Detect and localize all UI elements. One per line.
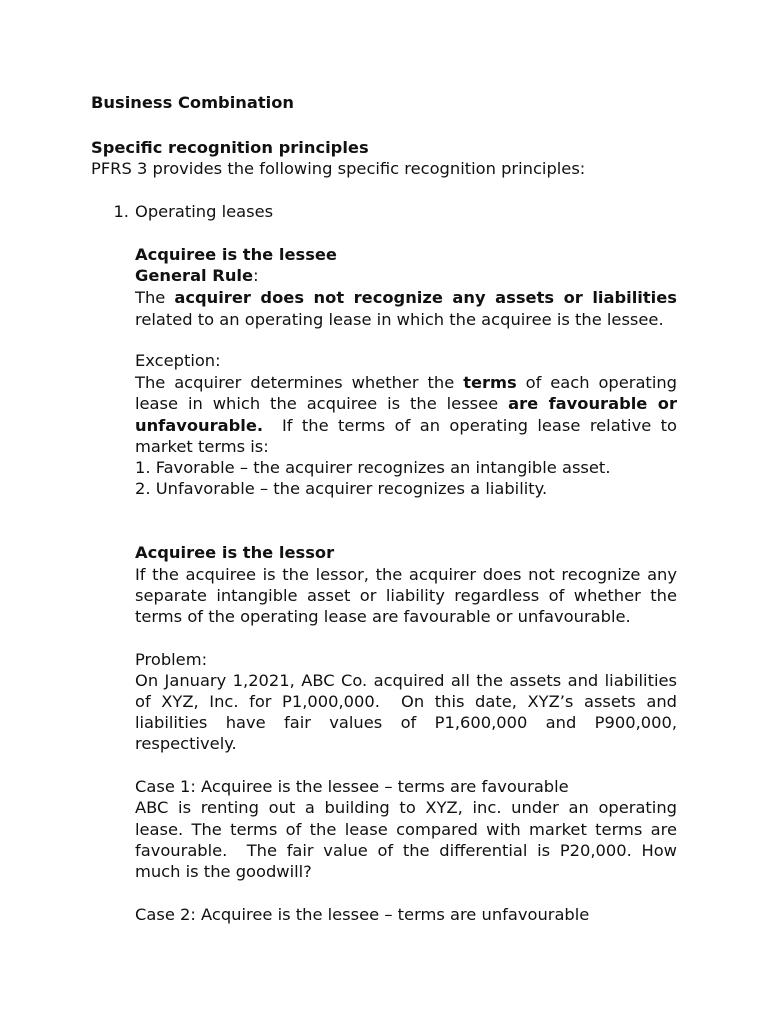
case-1-line-1: ABC is renting out a building to XYZ, inc. under an operating — [135, 798, 677, 817]
problem-line-4: respectively. — [135, 734, 237, 753]
general-rule-label-line — [135, 265, 677, 286]
exception-text: The acquirer determines whether the — [135, 373, 464, 392]
case-2-title: Case 2: Acquiree is the lessee – terms are unfavourable — [135, 905, 590, 924]
lessor-line-1: If the acquiree is the lessor, the acquirer does not recognize any — [135, 565, 677, 584]
list-item-text: Operating leases — [135, 202, 274, 221]
rule-prefix: The — [135, 288, 175, 307]
general-rule-label: General Rule — [135, 266, 254, 285]
exception-line-2 — [135, 393, 677, 414]
general-rule-line-2: related to an operating lease in which the acquiree is the lessee. — [135, 310, 664, 329]
unfavourable-bold: unfavourable. — [135, 416, 264, 435]
general-rule-line-1 — [135, 287, 677, 308]
section-heading: Specific recognition principles — [91, 138, 369, 157]
problem-line-2: of XYZ, Inc. for P1,000,000. On this date, XYZ’s assets and — [135, 692, 677, 711]
exception-text: of each operating — [516, 373, 677, 392]
problem-label: Problem: — [135, 650, 208, 669]
general-rule-colon: : — [253, 266, 259, 285]
terms-bold: terms — [463, 373, 517, 392]
case-1-line-3: favourable. The fair value of the differential is P20,000. How — [135, 841, 677, 860]
lessor-heading: Acquiree is the lessor — [135, 543, 335, 562]
list-number: 1. — [113, 202, 129, 221]
problem-line-3: liabilities have fair values of P1,600,000 and P900,000, — [135, 713, 677, 732]
case-1-line-4: much is the goodwill? — [135, 862, 312, 881]
exception-text: lease in which the acquiree is the lessee — [135, 394, 509, 413]
case-1-title: Case 1: Acquiree is the lessee – terms are favourable — [135, 777, 569, 796]
exception-label: Exception: — [135, 351, 221, 370]
unfavorable-item: 2. Unfavorable – the acquirer recognizes a liability. — [135, 479, 548, 498]
rule-bold: acquirer does not recognize any assets or liabilities — [174, 288, 677, 307]
problem-line-1: On January 1,2021, ABC Co. acquired all the assets and liabilities — [135, 671, 677, 690]
exception-line-1 — [135, 372, 677, 393]
favorable-item: 1. Favorable – the acquirer recognizes an intangible asset. — [135, 458, 611, 477]
lessor-line-2: separate intangible asset or liability regardless of whether the — [135, 586, 677, 605]
intro-text: PFRS 3 provides the following specific recognition principles: — [91, 159, 586, 178]
case-1-line-2: lease. The terms of the lease compared with market terms are — [135, 820, 677, 839]
exception-line-3 — [135, 415, 677, 436]
exception-line-4: market terms is: — [135, 437, 269, 456]
favourable-bold: are favourable or — [508, 394, 677, 413]
list-item-operating-leases — [109, 201, 273, 222]
exception-text: If the terms of an operating lease relative to — [263, 416, 677, 435]
document-title: Business Combination — [91, 93, 295, 112]
lessor-line-3: terms of the operating lease are favourable or unfavourable. — [135, 607, 631, 626]
lessee-heading: Acquiree is the lessee — [135, 245, 337, 264]
